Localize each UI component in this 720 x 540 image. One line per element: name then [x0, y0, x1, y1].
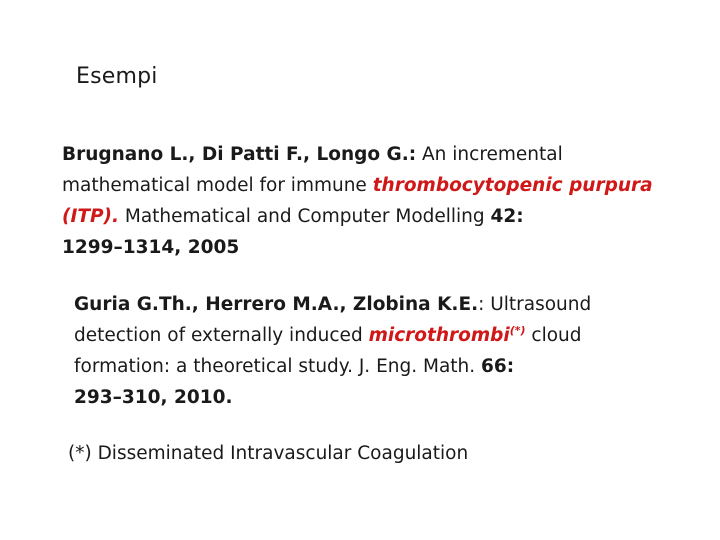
- reference-text: An incremental mathematical model for immune: [62, 144, 563, 196]
- reference-pages: 1299–1314, 2005: [62, 237, 240, 258]
- reference-text: : Ultrasound detection of externally induced: [74, 294, 592, 346]
- slide-title: Esempi: [76, 64, 158, 89]
- reference-volume: 66:: [481, 356, 515, 377]
- reference-authors: Brugnano L., Di Patti F., Longo G.:: [62, 144, 417, 165]
- reference-pages: 293–310, 2010.: [74, 387, 233, 408]
- reference-highlight: thrombocytopenic purpura (ITP).: [62, 175, 653, 227]
- reference-volume: 42:: [490, 206, 524, 227]
- reference-text: cloud formation: a theoretical study. J. Eng. Math.: [74, 325, 582, 377]
- reference-text: Mathematical and Computer Modelling: [119, 206, 491, 227]
- reference-brugnano: [62, 139, 682, 263]
- reference-guria: [74, 289, 654, 413]
- reference-authors: Guria G.Th., Herrero M.A., Zlobina K.E.: [74, 294, 479, 315]
- reference-highlight: microthrombi: [368, 325, 510, 346]
- footnote-marker: (*): [509, 324, 526, 337]
- footnote: (*) Disseminated Intravascular Coagulation: [68, 443, 469, 464]
